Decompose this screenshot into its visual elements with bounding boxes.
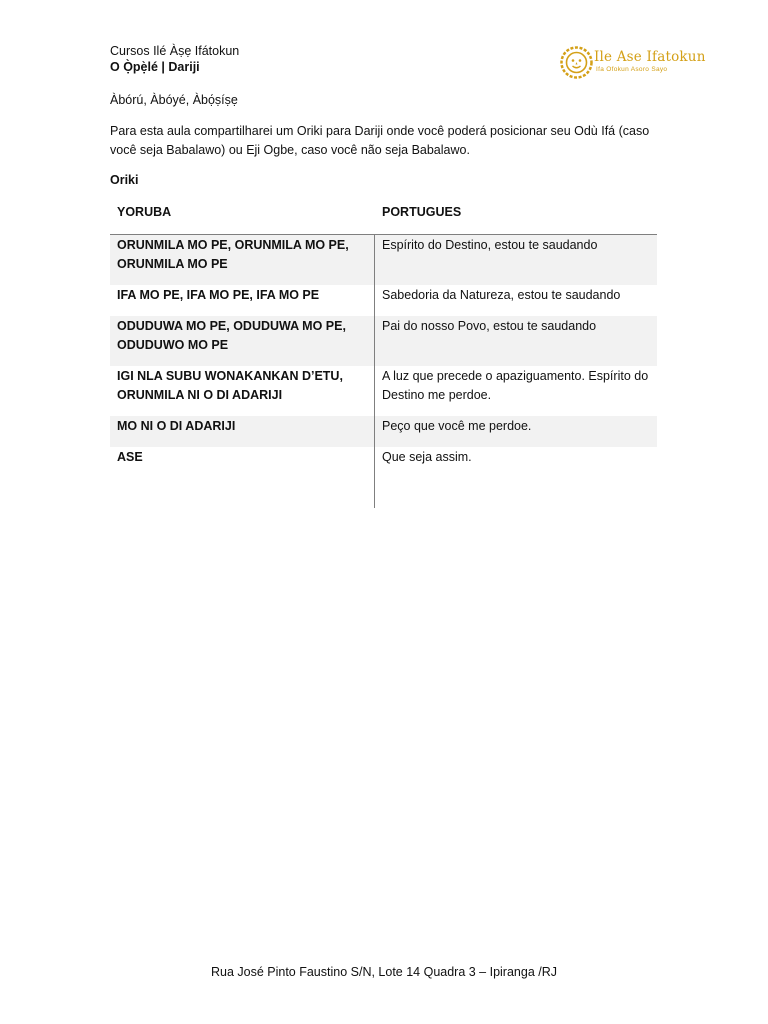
oriki-table <box>110 198 657 478</box>
document-header <box>110 43 239 75</box>
yoruba-cell: IFA MO PE, IFA MO PE, IFA MO PE <box>117 288 320 302</box>
lion-emblem-icon <box>560 46 593 79</box>
table-row <box>110 316 657 366</box>
portugues-cell: Espírito do Destino, estou te saudando <box>382 238 598 252</box>
table-row <box>110 366 657 416</box>
column-header-yoruba: YORUBA <box>117 205 172 219</box>
intro-paragraph: Para esta aula compartilharei um Oriki para Dariji onde você poderá posicionar seu Odù Ifá (caso você seja Babalawo) ou Eji Ogbe, caso você não seja Babalawo. <box>110 124 650 157</box>
yoruba-cell: MO NI O DI ADARIJI <box>117 419 236 433</box>
portugues-cell: Peço que você me perdoe. <box>382 419 532 433</box>
table-row <box>110 285 657 316</box>
logo-tagline: Ifa Ofokun Asoro Sayo <box>596 66 668 73</box>
greeting: Àbórú, Àbóyé, Àbọ́ṣíṣẹ <box>110 93 238 107</box>
course-name: Cursos Ilé Àṣẹ Ifátokun <box>110 44 240 58</box>
portugues-cell: A luz que precede o apaziguamento. Espírito do Destino me perdoe. <box>382 369 649 402</box>
column-divider <box>374 235 375 508</box>
yoruba-cell: ODUDUWA MO PE, ODUDUWA MO PE, ODUDUWO MO PE <box>117 319 346 352</box>
table-header <box>110 198 657 235</box>
yoruba-cell: ASE <box>117 450 143 464</box>
section-title: Oriki <box>110 173 139 187</box>
table-body <box>110 235 657 478</box>
table-row <box>110 235 657 285</box>
ile-ase-ifatokun-logo <box>560 46 706 80</box>
column-header-portugues: PORTUGUES <box>382 205 462 219</box>
portugues-cell: Que seja assim. <box>382 450 472 464</box>
yoruba-cell: IGI NLA SUBU WONAKANKAN D’ETU, ORUNMILA NI O DI ADARIJI <box>117 369 343 402</box>
document-subtitle: O Ọ̀pẹ̀lé | Dariji <box>110 60 200 74</box>
portugues-cell: Pai do nosso Povo, estou te saudando <box>382 319 597 333</box>
table-row <box>110 416 657 447</box>
yoruba-cell: ORUNMILA MO PE, ORUNMILA MO PE, ORUNMILA MO PE <box>117 238 349 271</box>
table-row <box>110 447 657 478</box>
portugues-cell: Sabedoria da Natureza, estou te saudando <box>382 288 621 302</box>
page-footer: Rua José Pinto Faustino S/N, Lote 14 Quadra 3 – Ipiranga /RJ <box>210 965 558 979</box>
logo-name: Ile Ase Ifatokun <box>594 49 706 65</box>
